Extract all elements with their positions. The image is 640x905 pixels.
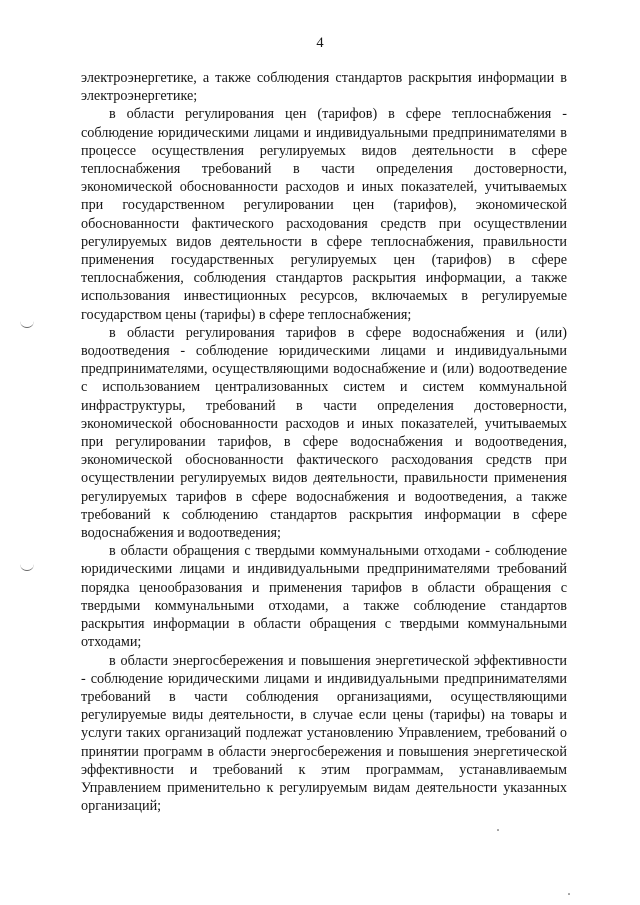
paragraph-heat-supply: в области регулирования цен (тарифов) в сфере теплоснабжения - соблюдение юридическими лицами и индивидуальными предпринимателями в процессе осуществления регулируемых видов деятельности в сфере теплоснабжения требований в части определения достоверности, экономической обоснованности расходов и иных показателей, учитываемых при государственном регулировании цен (тарифов), экономической обоснованности фактического расходования средств при осуществлении регулируемых видов деятельности в сфере теплоснабжения, правильности применения государственных регулируемых цен (тарифов) в сфере теплоснабжения, соблюдения стандартов раскрытия информации, а также использования инвестиционных ресурсов, включаемых в регулируемые государством цены (тарифы) в сфере теплоснабжения; <box>81 106 567 323</box>
paragraph-energy-saving: в области энергосбережения и повышения энергетической эффективности - соблюдение юридическими лицами и индивидуальными предпринимателями требований в части соблюдения организациями, осуществляющими регулируемые виды деятельности, в случае если цены (тарифы) на товары и услуги таких организаций подлежат установлению Управлением, требований о принятии программ в области энергосбережения и повышения энергетической эффективности и требований к этим программам, устанавливаемым Управлением применительно к регулируемым видам деятельности указанных организаций; <box>81 652 567 815</box>
document-body <box>81 69 567 815</box>
scan-speck <box>497 829 499 831</box>
margin-pencil-mark <box>20 320 34 328</box>
paragraph-water-supply: в области регулирования тарифов в сфере водоснабжения и (или) водоотведения - соблюдение юридическими лицами и индивидуальными предпринимателями, осуществляющими водоснабжение и (или) водоотведение с использованием централизованных систем и систем коммунальной инфраструктуры, требований в части определения достоверности, экономической обоснованности расходов и иных показателей, учитываемых при регулировании тарифов, в сфере водоснабжения и водоотведения, экономической обоснованности фактического расходования средств при осуществлении регулируемых видов деятельности, правильности применения регулируемых тарифов в сфере водоснабжения и водоотведения, а также требований к соблюдению стандартов раскрытия информации в сфере водоснабжения и водоотведения; <box>81 324 567 542</box>
margin-pencil-mark <box>20 563 34 571</box>
paragraph-solid-waste: в области обращения с твердыми коммунальными отходами - соблюдение юридическими лицами и индивидуальными предпринимателями требований порядка ценообразования и применения тарифов в области обращения с твердыми коммунальными отходами, а также соблюдение стандартов раскрытия информации в области обращения с твердыми коммунальными отходами; <box>81 543 567 651</box>
paragraph-electro-continuation: электроэнергетике, а также соблюдения стандартов раскрытия информации в электроэнергетике; <box>81 70 567 105</box>
scan-speck <box>568 893 570 895</box>
page-number: 4 <box>316 35 324 51</box>
